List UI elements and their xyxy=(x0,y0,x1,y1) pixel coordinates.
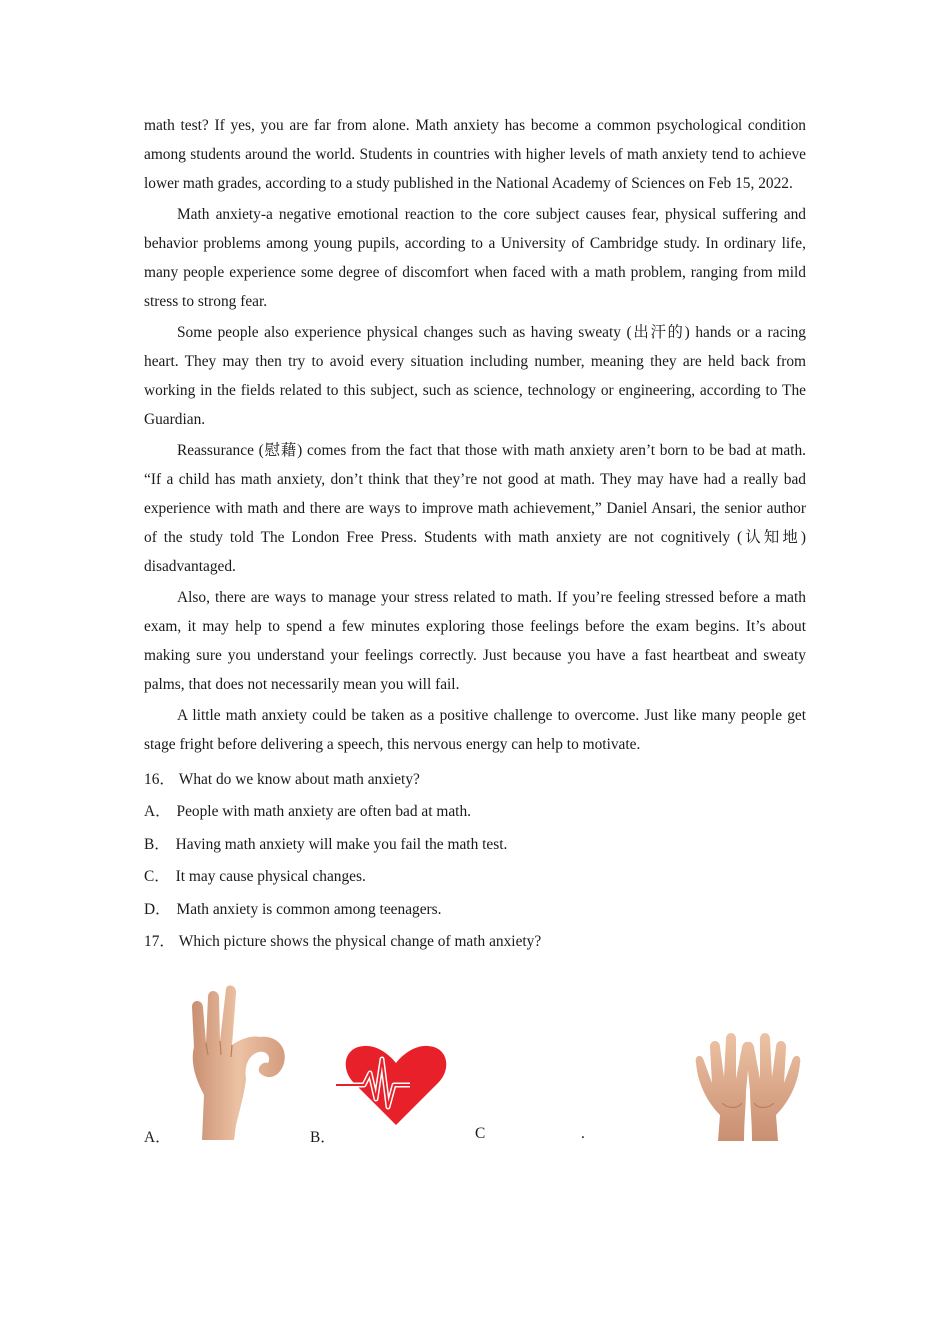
option-d[interactable] xyxy=(144,900,806,920)
option-letter: C． xyxy=(144,868,170,885)
question-number: 17． xyxy=(144,933,175,950)
picture-label-b[interactable]: B． xyxy=(310,1129,336,1146)
passage-paragraph-3: Some people also experience physical changes such as having sweaty (出汗的) hands or a racing heart. They may then try to avoid every situation including number, meaning they are held back from working in the fields related to this subject, such as science, technology or engineering, according to The Guardian. xyxy=(144,324,806,428)
option-letter: B． xyxy=(144,835,170,853)
passage-paragraph-6: A little math anxiety could be taken as a positive challenge to overcome. Just like many people get stage fright before delivering a speech, this nervous energy can help to motivate. xyxy=(144,707,806,753)
passage-paragraph-1: math test? If yes, you are far from alone. Math anxiety has become a common psychological condition among students around the world. Students in countries with higher levels of math anxiety tend to achieve lower math grades, according to a study published in the National Academy of Sciences on Feb 15, 2022. xyxy=(144,117,806,192)
reading-passage xyxy=(144,111,806,964)
option-b[interactable] xyxy=(144,835,806,855)
option-letter: D． xyxy=(144,900,171,918)
question-text: What do we know about math anxiety? xyxy=(178,771,420,788)
heartbeat-icon[interactable] xyxy=(336,1043,448,1127)
open-palms-icon[interactable] xyxy=(692,1033,804,1141)
question-text: Which picture shows the physical change of math anxiety? xyxy=(178,933,542,950)
picture-options xyxy=(144,985,806,1145)
picture-label-c[interactable]: C xyxy=(475,1125,486,1142)
option-letter: A． xyxy=(144,803,171,820)
option-text: Math anxiety is common among teenagers. xyxy=(176,900,442,918)
picture-label-dot: . xyxy=(581,1125,585,1142)
option-c[interactable] xyxy=(144,867,806,887)
ok-hand-icon[interactable] xyxy=(184,985,294,1140)
option-text: Having math anxiety will make you fail the math test. xyxy=(175,835,508,853)
passage-paragraph-4: Reassurance (慰藉) comes from the fact that those with math anxiety aren’t born to be bad at math. “If a child has math anxiety, don’t think that they’re not good at math. They may have had a really bad experience with math and there are ways to improve math achievement,” Daniel Ansari, the senior author of the study told The London Free Press. Students with math anxiety are not cognitively (认知地) disadvantaged. xyxy=(144,442,806,575)
passage-paragraph-2: Math anxiety-a negative emotional reaction to the core subject causes fear, physical suffering and behavior problems among young pupils, according to a University of Cambridge study. In ordinary life, many people experience some degree of discomfort when faced with a math problem, ranging from mild stress to strong fear. xyxy=(144,206,806,310)
passage-paragraph-5: Also, there are ways to manage your stress related to math. If you’re feeling stressed before a math exam, it may help to spend a few minutes exploring those feelings before the exam begins. It’s about making sure you understand your feelings correctly. Just because you have a fast heartbeat and sweaty palms, that does not necessarily mean you will fail. xyxy=(144,589,806,693)
picture-label-a[interactable]: A． xyxy=(144,1129,171,1146)
option-text: It may cause physical changes. xyxy=(175,868,366,885)
option-a[interactable] xyxy=(144,802,806,822)
question-16 xyxy=(144,770,806,790)
question-number: 16． xyxy=(144,771,175,788)
option-text: People with math anxiety are often bad at math. xyxy=(176,803,471,820)
question-17 xyxy=(144,932,806,952)
